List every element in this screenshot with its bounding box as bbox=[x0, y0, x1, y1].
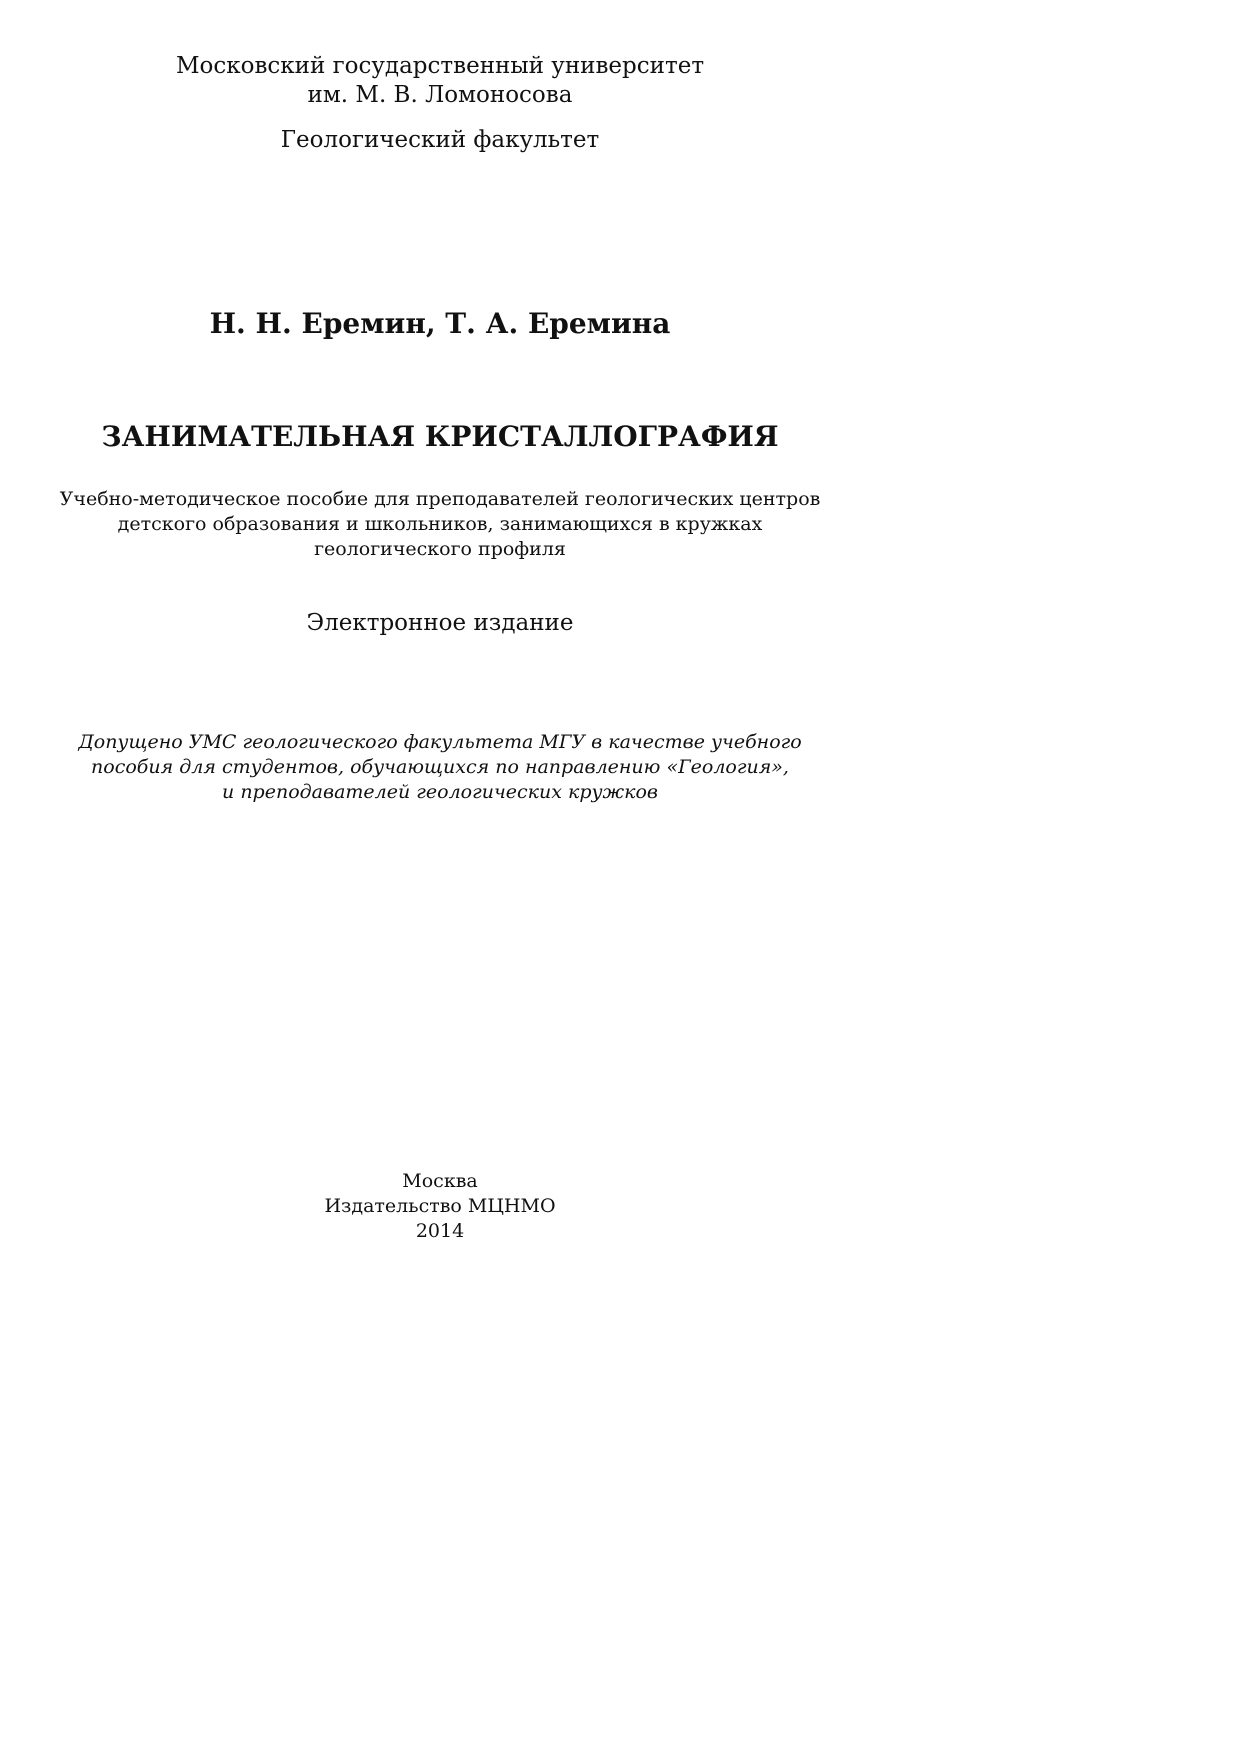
approval-line-2: пособия для студентов, обучающихся по направлению «Геология», bbox=[91, 756, 789, 778]
imprint-publisher: Издательство МЦНМО bbox=[324, 1195, 556, 1217]
edition-text: Электронное издание bbox=[306, 610, 574, 636]
imprint-city: Москва bbox=[402, 1170, 478, 1192]
imprint-block bbox=[40, 1169, 840, 1244]
university-name: Московский государственный университет bbox=[175, 53, 705, 79]
faculty-name bbox=[40, 126, 840, 155]
book-title-text: ЗАНИМАТЕЛЬНАЯ КРИСТАЛЛОГРАФИЯ bbox=[101, 420, 779, 453]
approval-line-3: и преподавателей геологических кружков bbox=[222, 781, 658, 803]
imprint-year: 2014 bbox=[415, 1220, 465, 1242]
approval-note bbox=[40, 730, 840, 805]
authors-text: Н. Н. Еремин, Т. А. Еремина bbox=[209, 307, 671, 340]
book-subtitle bbox=[40, 487, 840, 562]
approval-line-1: Допущено УМС геологического факультета МГУ в качестве учебного bbox=[78, 731, 802, 753]
university-namesake: им. М. В. Ломоносова bbox=[307, 82, 573, 108]
subtitle-line-1: Учебно-методическое пособие для преподавателей геологических центров bbox=[59, 488, 821, 510]
edition-label bbox=[40, 609, 840, 638]
university-block bbox=[40, 52, 840, 110]
subtitle-line-2: детского образования и школьников, занимающихся в кружках bbox=[117, 513, 763, 535]
faculty-label: Геологический факультет bbox=[280, 127, 600, 153]
book-title bbox=[40, 419, 840, 455]
authors bbox=[40, 306, 840, 342]
subtitle-line-3: геологического профиля bbox=[314, 538, 566, 560]
